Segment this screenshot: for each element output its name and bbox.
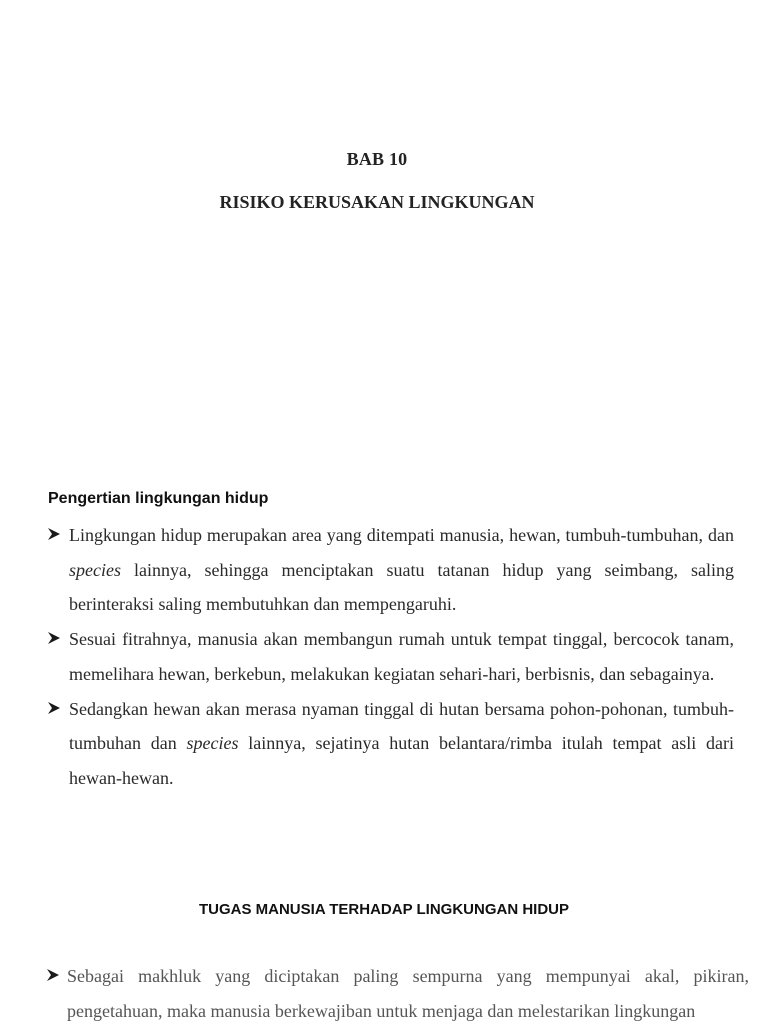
arrowhead-bullet-icon [47,631,61,645]
bullet-list-tugas-manusia [46,959,749,1024]
bullet-list-pengertian [47,518,734,796]
bullet-text: lainnya, sehingga menciptakan suatu tatanan hidup yang seimbang, saling berinteraksi saling membutuhkan dan mempengaruhi. [69,559,734,615]
section-heading-tugas-manusia: TUGAS MANUSIA TERHADAP LINGKUNGAN HIDUP [198,901,569,918]
bullet-italic-term: species [69,559,121,580]
arrowhead-bullet-icon [46,968,60,982]
bullet-text: lainnya, sejatinya hutan belantara/rimba itulah tempat asli dari hewan-hewan. [69,733,735,788]
chapter-title: RISIKO KERUSAKAN LINGKUNGAN [219,192,535,212]
bullet-item [47,518,734,622]
bullet-text: Sesuai fitrahnya, manusia akan membangun rumah untuk tempat tinggal, bercocok tanam, memelihara hewan, berkebun, melakukan kegiatan sehari-hari, berbisnis, dan sebagainya. [69,629,734,684]
bullet-item [47,692,734,796]
section-heading-pengertian: Pengertian lingkungan hidup [48,490,269,507]
bullet-item [46,959,749,1024]
bullet-text: Lingkungan hidup merupakan area yang ditempati manusia, hewan, tumbuh-tumbuhan, dan [69,525,734,545]
bullet-item [47,622,734,691]
chapter-number: BAB 10 [346,149,408,169]
bullet-italic-term: species [186,733,239,754]
arrowhead-bullet-icon [47,701,61,715]
bullet-text: Sedangkan hewan akan merasa nyaman tinggal di hutan bersama pohon-pohonan, tumbuh-tumbuhan dan [69,698,734,754]
arrowhead-bullet-icon [47,527,61,541]
bullet-text: Sebagai makhluk yang diciptakan paling sempurna yang mempunyai akal, pikiran, pengetahuan, maka manusia berkewajiban untuk menjaga dan melestarikan lingkungan [67,966,749,1021]
